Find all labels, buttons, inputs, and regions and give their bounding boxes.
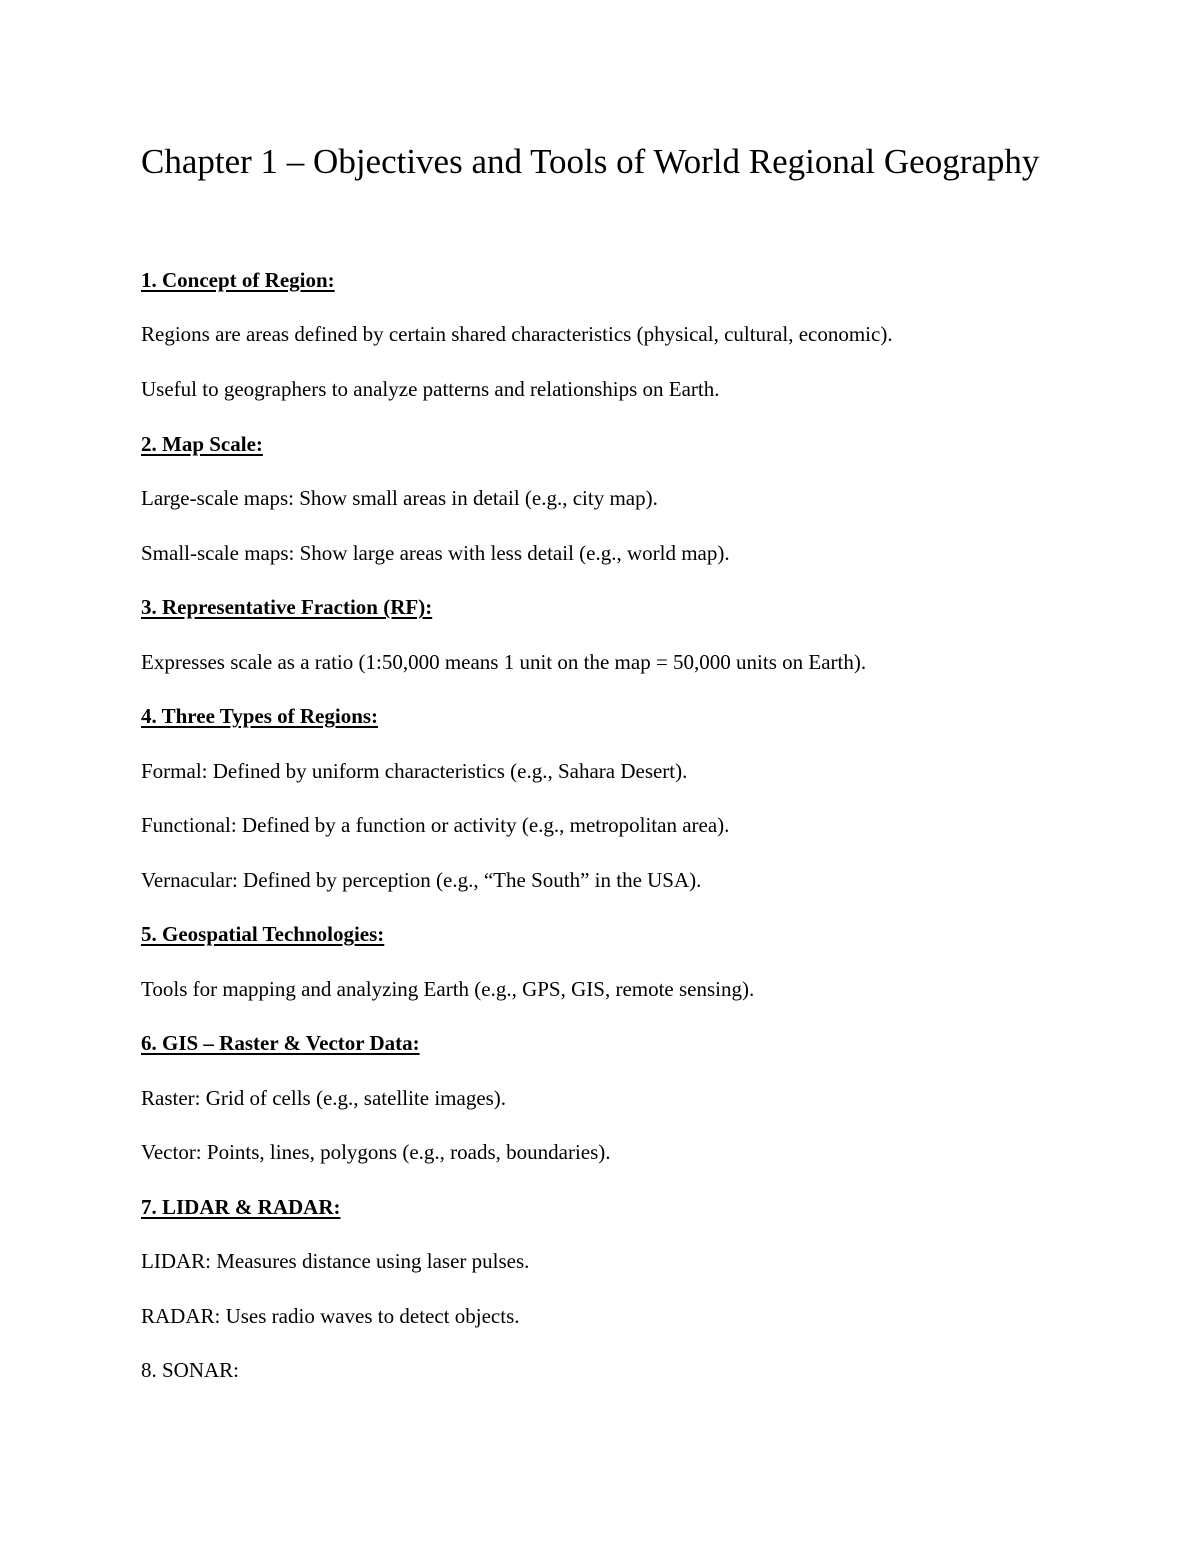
paragraph-line: Tools for mapping and analyzing Earth (e.g., GPS, GIS, remote sensing). — [141, 977, 755, 1001]
section-heading-representative-fraction: 3. Representative Fraction (RF): — [141, 595, 433, 619]
paragraph-line: Vector: Points, lines, polygons (e.g., roads, boundaries). — [141, 1140, 611, 1164]
section-heading-geospatial-technologies: 5. Geospatial Technologies: — [141, 922, 385, 946]
section-heading-three-types-of-regions: 4. Three Types of Regions: — [141, 704, 379, 728]
paragraph-line: Expresses scale as a ratio (1:50,000 means 1 unit on the map = 50,000 units on Earth). — [141, 650, 867, 674]
section-heading-sonar: 8. SONAR: — [141, 1358, 240, 1382]
paragraph-line: RADAR: Uses radio waves to detect objects. — [141, 1304, 520, 1328]
section-heading-concept-of-region: 1. Concept of Region: — [141, 268, 335, 292]
paragraph-line: Raster: Grid of cells (e.g., satellite images). — [141, 1086, 507, 1110]
section-heading-lidar-radar: 7. LIDAR & RADAR: — [141, 1195, 341, 1219]
section-heading-gis-raster-vector: 6. GIS – Raster & Vector Data: — [141, 1031, 420, 1055]
paragraph-line: Small-scale maps: Show large areas with less detail (e.g., world map). — [141, 541, 730, 565]
paragraph-line: Large-scale maps: Show small areas in detail (e.g., city map). — [141, 486, 658, 510]
paragraph-line: Useful to geographers to analyze patterns and relationships on Earth. — [141, 377, 720, 401]
paragraph-line: Vernacular: Defined by perception (e.g., “The South” in the USA). — [141, 868, 702, 892]
section-heading-map-scale: 2. Map Scale: — [141, 432, 263, 456]
paragraph-line: LIDAR: Measures distance using laser pulses. — [141, 1249, 530, 1273]
page-title: Chapter 1 – Objectives and Tools of World Regional Geography — [141, 142, 1040, 181]
paragraph-line: Formal: Defined by uniform characteristics (e.g., Sahara Desert). — [141, 759, 688, 783]
paragraph-line: Functional: Defined by a function or activity (e.g., metropolitan area). — [141, 813, 730, 837]
paragraph-line: Regions are areas defined by certain shared characteristics (physical, cultural, economic). — [141, 322, 893, 346]
